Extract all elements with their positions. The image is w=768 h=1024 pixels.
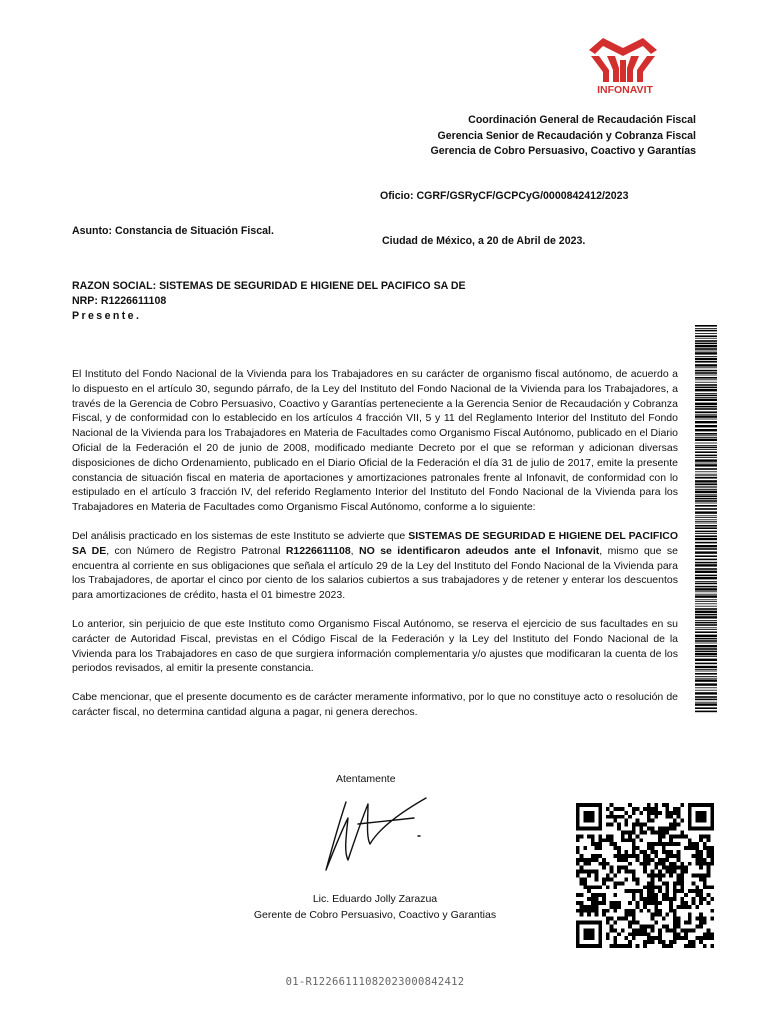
p2-text-c: , con Número de Registro Patronal	[106, 544, 286, 557]
paragraph-1: El Instituto del Fondo Nacional de la Vivienda para los Trabajadores en su carácter de organismo fiscal autónomo, de acuerdo a lo dispuesto en el artículo 30, segundo párrafo, de la Ley del Instituto del Fondo Nacional de la Vivienda para los Trabajadores, a través de la Gerencia de Cobro Persuasivo, Coactivo y Garantías perteneciente a la Gerencia Senior de Recaudación y Cobranza Fiscal, y de conformidad con lo establecido en los artículos 4 fracción VII, 5 y 11 del Reglamento Interior del Instituto del Fondo Nacional de la Vivienda para los Trabajadores en Materia de Facultades como Organismo Fiscal Autónomo, publicado en el Diario Oficial de la Federación el 20 de junio de 2008, modificado mediante Decreto por el que se reforman y adicionan diversas disposiciones de dicho Ordenamiento, publicado en el Diario Oficial de la Federación el día 31 de julio de 2017, emite la presente constancia de situación fiscal en materia de aportaciones y amortizaciones patronales frente al Infonavit, de conformidad con lo estipulado en el artículo 3 fracción IV, del referido Reglamento Interior del Instituto del Fondo Nacional de la Vivienda para los Trabajadores en Materia de Facultades como Organismo Fiscal Autónomo, conforme a lo siguiente:	[72, 368, 678, 514]
p2-no-adeudos: NO se identificaron adeudos ante el Infonavit	[359, 544, 600, 557]
p2-text-a: Del análisis practicado en los sistemas de este Instituto se advierte que	[72, 529, 409, 542]
barcode-icon	[695, 325, 717, 713]
nrp: NRP: R1226611108	[72, 295, 167, 307]
header-line-3: Gerencia de Cobro Persuasivo, Coactivo y Garantías	[430, 145, 696, 157]
razon-social: RAZON SOCIAL: SISTEMAS DE SEGURIDAD E HIGIENE DEL PACIFICO SA DE	[72, 280, 466, 292]
signer-title: Gerente de Cobro Persuasivo, Coactivo y Garantias	[253, 909, 497, 921]
subject: Asunto: Constancia de Situación Fiscal.	[72, 225, 274, 237]
paragraph-3: Lo anterior, sin perjuicio de que este Instituto como Organismo Fiscal Autónomo, se reserva el ejercicio de sus facultades en su carácter de Autoridad Fiscal, previstas en el Código Fiscal de la Federación y la Ley del Instituto del Fondo Nacional de la Vivienda para los Trabajadores en caso de que surgiera información complementaria y/o ajustes que modificaran la cuenta de los periodos revisados, al emitir la presente constancia.	[72, 617, 678, 675]
letterhead	[336, 113, 696, 160]
header-line-2: Gerencia Senior de Recaudación y Cobranza Fiscal	[437, 129, 696, 142]
closing: Atentamente	[336, 773, 396, 785]
p2-text-g: , mismo que se encuentra al corriente en sus obligaciones que señala el artículo 29 de la Ley del Instituto del Fondo Nacional de la Vivienda para los Trabajadores, de aportar el cinco por ciento de los salarios cubiertos a sus trabajadores y de retener y enterar los descuentos para amortizaciones de crédito, hasta el 01 bimestre 2023.	[72, 544, 678, 602]
signature-icon	[318, 790, 433, 880]
letter-body	[72, 367, 678, 734]
qr-code-icon	[576, 803, 714, 948]
presente: Presente.	[72, 310, 142, 322]
logo-wordmark: INFONAVIT	[597, 84, 653, 96]
oficio-number: Oficio: CGRF/GSRyCF/GCPCyG/0000842412/2023	[380, 190, 629, 202]
paragraph-4: Cabe mencionar, que el presente documento es de carácter meramente informativo, por lo que no constituye acto o resolución de carácter fiscal, no determina cantidad alguna a pagar, ni genera derechos.	[72, 691, 678, 718]
recipient-block	[72, 279, 466, 324]
p2-nrp: R1226611108	[285, 544, 351, 557]
date-place: Ciudad de México, a 20 de Abril de 2023.	[382, 235, 586, 247]
header-line-1: Coordinación General de Recaudación Fiscal	[468, 114, 696, 126]
p2-company-name: SISTEMAS DE SEGURIDAD E HIGIENE DEL PACIFICO SA DE	[72, 529, 678, 557]
paragraph-2	[72, 529, 678, 603]
p2-text-e: ,	[350, 544, 360, 557]
footer-code: 01-R12266111082023000842412	[285, 976, 465, 988]
signer-name: Lic. Eduardo Jolly Zarazua	[312, 893, 438, 905]
signer-block	[200, 891, 550, 923]
